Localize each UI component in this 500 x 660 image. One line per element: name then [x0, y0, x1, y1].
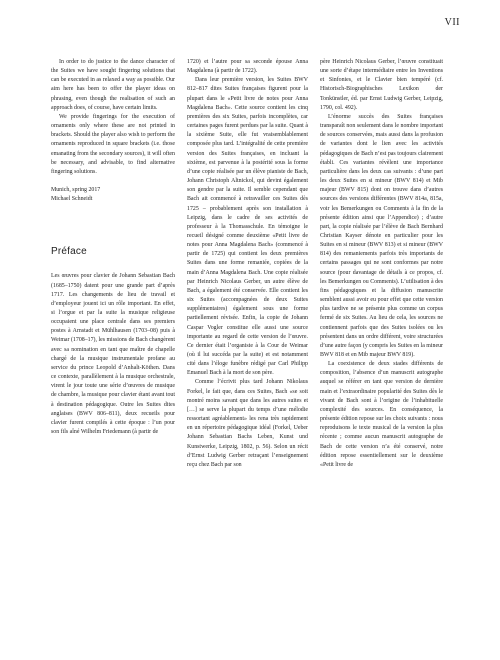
signature-name: Michael Schneidt	[51, 196, 93, 203]
paragraph-success: L’énorme succès des Suites françaises transparaît non seulement dans le nombre important de sources conservées, mais aussi dans la profusion de variantes dont le lien avec les activités pédagogiques de Bach n’est pas toujours clairement établi. Ces variantes révèlent une importance particulière dans les deux cas suivants : d’une part les deux Suites en si mineur (BWV 814) et Mib majeur (BWV 815) dont on trouve dans d’autres sources des versions différentes (BWV 814a, 815a, voir les Bemerkungen ou Comments à la fin de la présente édition ainsi que l’Appendice) ; d’autre part, la copie réalisée par l’élève de Bach Bernhard Christian Kayser dénote en particulier pour les Suites en si mineur (BWV 813) et si mineur (BWV 814) des remaniements parfois très importants de certains passages qui ne sont conformes par notre source (pour davantage de détails à ce propos, cf. les Bemerkungen ou Comments). L’utilisation à des fins pédagogiques et la diffusion manuscrite semblent aussi avoir eu pour effet que cette version plus tardive ne se présente plus comme un corpus fermé de six Suites. Au lieu de cela, les sources ne contiennent parfois que des Suites isolées ou les présentent dans un ordre différent, voire structurées d’une autre façon (y compris les Suites en la mineur BWV 818 et en Mib majeur BWV 819).	[320, 113, 443, 358]
column-left	[51, 58, 175, 437]
paragraph-forkel: Comme l’écrivit plus tard Johann Nikolaus Forkel, le fait que, dans ces Suites, Bach «se soit montré moins savant que dans les autres suites et […] se serve la plupart du temps d’une mélodie ressortant agréablement» les rena très rapidement en un répertoire pédagogique idéal (Forkel, Ueber Johann Sebastian Bachs Leben, Kunst und Kunstwerke, Leipzig, 1802, p. 56). Selon un récit d’Ernst Ludwig Gerber retraçant l’enseignement reçu chez Bach par son	[187, 379, 308, 468]
paragraph-first-version: Dans leur première version, les Suites BWV 812–817 dites Suites françaises figurent pour la plupart dans le «Petit livre de notes pour Anna Magdalena Bach». Cette source contient les cinq premières des six Suites, parfois incomplètes, car certaines pages furent perdues par la suite. Quant à la sixième Suite, elle fut vraisemblablement composée plus tard. L’intégralité de cette première version des Suites françaises, en incluant la sixième, est parvenue à la postérité sous la forme d’une copie réalisée par un élève pianiste de Bach, Johann Christoph Altnickol, qui devint également son gendre par la suite. Il semble cependant que Bach ait commencé à retravailler ces Suites dès 1725 – probablement après son installation à Leipzig, dans le cadre de ses activités de professeur à la Thomasschule. En témoigne le recueil désigné comme deuxième «Petit livre de notes pour Anna Magdalena Bach» (commencé à partir de 1725) qui contient les deux premières Suites dans une forme remaniée, copiées de la main d’Anna Magdalena Bach. Une copie réalisée par Heinrich Nicolaus Gerber, un autre élève de Bach, a également été conservée. Elle contient les six Suites (accompagnées de deux Suites supplémentaires) également sous une forme partiellement révisée. Enfin, la copie de Johann Caspar Vogler constitue elle aussi une source importante au regard de cette version de l’œuvre. Ce dernier était l’organiste à la Cour de Weimar (où il lui succéda par la suite) et est notamment cité dans l’éloge funèbre rédigé par Carl Philipp Emanuel Bach à la mort de son père.	[187, 77, 308, 377]
paragraph-gerber: père Heinrich Nicolaus Gerber, l’œuvre constituait une sorte d’étape intermédiaire entre les Inventions et Sinfonies, et le Clavier bien tempéré (cf. Historisch-Biographisches Lexikon der Tonkünstler, éd. par Ernst Ludwig Gerber, Leipzig, 1790, col. 492).	[320, 59, 443, 111]
paragraph-continuation: 1720) et l’autre pour sa seconde épouse Anna Magdalena (à partir de 1722).	[187, 59, 308, 75]
signature-place-date: Munich, spring 2017	[51, 187, 101, 194]
section-heading-preface: Préface	[51, 246, 87, 258]
paragraph-ornaments: We provide fingerings for the execution of ornaments only where these are not printed in brackets. Should the player also wish to perform the ornaments reproduced in square brackets (i.e. those emanating from the secondary sources), it will often be necessary, and advisable, to find alternative fingering solutions.	[51, 113, 175, 175]
paragraph-preface-opening: Les œuvres pour clavier de Johann Sebastian Bach (1685–1750) datent pour une grande part d’après 1717. Les changements de lieu de travail et d’employeur jouent ici un rôle important. En effet, si l’orgue et par la suite la musique religieuse occupaient une place centrale dans ses premiers postes à Arnstadt et Mühlhausen (1703–08) puis à Weimar (1708–17), les missions de Bach changèrent avec sa nomination en tant que maître de chapelle chargé de la musique instrumentale profane au service du prince Leopold d’Anhalt-Köthen. Dans ce contexte, parallèlement à la musique orchestrale, virent le jour toute une série d’œuvres de musique de chambre, la musique pour clavier étant avant tout à destination pédagogique. Outre les Suites dites anglaises (BWV 806–811), deux recueils pour clavier furent compilés à cette époque : l’un pour son fils aîné Wilhelm Friedemann (à partir de	[51, 273, 176, 435]
paragraph-fingering-intro: In order to do justice to the dance character of the Suites we have sought fingering solutions that can be executed in as relaxed a way as possible. Our aim here has been to offer the player ideas on phrasing, even though the realisation of such an approach does, of course, have certain limits.	[51, 59, 175, 111]
column-middle	[187, 58, 308, 470]
paragraph-sources: La coexistence de deux stades différents de composition, l’absence d’un manuscrit autographe auquel se référer en tant que version de dernière main et l’extraordinaire popularité des Suites dès le vivant de Bach sont à l’origine de l’inhabituelle complexité des sources. En conséquence, la présente édition repose sur les choix suivants : nous reproduisons le texte musical de la version la plus récente ; comme aucun manuscrit autographe de Bach de cette version n’a été conservé, notre édition repose essentiellement sur le deuxième «Petit livre de	[320, 361, 443, 468]
column-right	[320, 58, 443, 470]
page-number: VII	[444, 17, 460, 28]
